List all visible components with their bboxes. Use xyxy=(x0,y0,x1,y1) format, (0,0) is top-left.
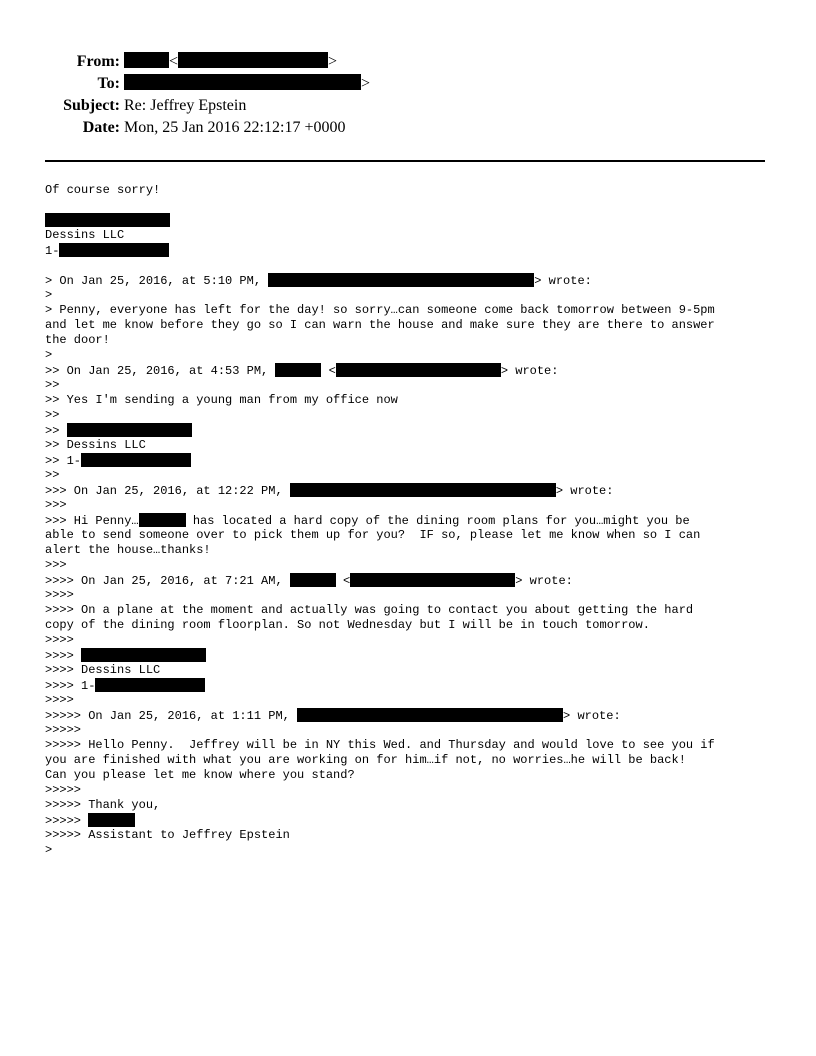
redaction-bar xyxy=(290,573,336,587)
subject-row xyxy=(0,95,816,117)
quote-line: >>>> xyxy=(45,693,74,707)
quote-header-tail: > wrote: xyxy=(563,709,621,723)
quote-line: >> Yes I'm sending a young man from my office now xyxy=(45,393,398,407)
redaction-bar xyxy=(81,648,206,662)
from-row xyxy=(0,51,816,73)
quote-line: >>>>> xyxy=(45,783,82,797)
redaction-bar xyxy=(81,453,191,467)
quote-line: you are finished with what you are working on for him…if not, no worries…he will be back! xyxy=(45,753,686,767)
quote-header-tail: > wrote: xyxy=(555,484,614,498)
quote-header-tail: > wrote: xyxy=(534,274,592,288)
quote-line: and let me know before they go so I can warn the house and make sure they are there to answer xyxy=(45,318,715,332)
quote-line: >>>> xyxy=(45,633,74,647)
quote-header-tail: > wrote: xyxy=(500,364,559,378)
body-line: Of course sorry! xyxy=(45,183,161,197)
quote-signature-name xyxy=(45,423,785,438)
phone-prefix: 1- xyxy=(45,244,60,258)
quote-header-text: >>>> On Jan 25, 2016, at 7:21 AM, xyxy=(45,574,290,588)
quote-line: >>>>> xyxy=(45,723,82,737)
quote-signature-name xyxy=(45,813,785,828)
quote-header-text: >>> On Jan 25, 2016, at 12:22 PM, xyxy=(45,484,290,498)
redaction-bar xyxy=(45,213,170,227)
redaction-bar xyxy=(67,423,192,437)
quote-prefix: >> xyxy=(45,424,67,438)
to-value xyxy=(124,73,370,95)
redaction-bar xyxy=(139,513,186,527)
quote-header-bracket: < xyxy=(321,364,336,378)
quote-header xyxy=(45,273,785,288)
email-header xyxy=(0,51,816,139)
quote-prefix: >>>>> xyxy=(45,814,89,828)
phone-prefix: >> 1- xyxy=(45,454,82,468)
from-label: From: xyxy=(76,53,120,70)
redaction-bar xyxy=(275,363,321,377)
quote-header xyxy=(45,483,785,498)
quote-header-text: >> On Jan 25, 2016, at 4:53 PM, xyxy=(45,364,276,378)
quote-line: >>>> Dessins LLC xyxy=(45,663,161,677)
from-bracket-close: > xyxy=(328,53,338,70)
quote-line: >>>>> Thank you, xyxy=(45,798,161,812)
quote-header xyxy=(45,708,785,723)
redaction-bar xyxy=(336,363,501,377)
header-divider xyxy=(45,160,765,162)
subject-value: Re: Jeffrey Epstein xyxy=(124,97,247,114)
signature-phone-line xyxy=(45,243,785,258)
quote-prefix: >>>> xyxy=(45,649,82,663)
quote-line: >>>> On a plane at the moment and actually was going to contact you about getting the hard xyxy=(45,603,694,617)
redaction-bar xyxy=(88,813,135,827)
quote-line: >>> xyxy=(45,498,67,512)
date-label: Date: xyxy=(82,119,120,136)
redaction-bar xyxy=(290,483,556,497)
to-label: To: xyxy=(97,75,120,92)
quote-header-text: > On Jan 25, 2016, at 5:10 PM, xyxy=(45,274,269,288)
quote-signature-name xyxy=(45,648,785,663)
quote-line: >> xyxy=(45,408,60,422)
from-bracket-open: < xyxy=(169,53,179,70)
email-body xyxy=(45,183,785,858)
quote-header-text: >>>>> On Jan 25, 2016, at 1:11 PM, xyxy=(45,709,298,723)
redaction-bar xyxy=(297,708,563,722)
phone-prefix: >>>> 1- xyxy=(45,679,96,693)
to-row xyxy=(0,73,816,95)
quote-signature-phone xyxy=(45,678,785,693)
redaction-bar xyxy=(178,52,328,68)
quote-header-bracket: < xyxy=(335,574,351,588)
signature-name-line xyxy=(45,213,785,228)
quote-header xyxy=(45,363,785,378)
from-value xyxy=(124,51,337,73)
redaction-bar xyxy=(124,74,361,90)
quote-text: has located a hard copy of the dining room plans for you…might you be xyxy=(185,514,690,528)
redaction-bar xyxy=(268,273,534,287)
quote-line: >> xyxy=(45,378,60,392)
quote-line: copy of the dining room floorplan. So not Wednesday but I will be in touch tomorrow. xyxy=(45,618,650,632)
signature-company: Dessins LLC xyxy=(45,228,125,242)
quote-line: > Penny, everyone has left for the day! so sorry…can someone come back tomorrow between 9-5pm xyxy=(45,303,715,317)
quote-line xyxy=(45,513,785,528)
subject-label: Subject: xyxy=(63,97,120,114)
quote-line: >>>>> Assistant to Jeffrey Epstein xyxy=(45,828,290,842)
redaction-bar xyxy=(124,52,169,68)
quote-line: >> xyxy=(45,468,60,482)
redaction-bar xyxy=(95,678,205,692)
quote-line: > xyxy=(45,348,53,362)
quote-line: alert the house…thanks! xyxy=(45,543,211,557)
quote-text: >>> Hi Penny… xyxy=(45,514,139,528)
redaction-bar xyxy=(59,243,169,257)
quote-signature-phone xyxy=(45,453,785,468)
quote-line: >> Dessins LLC xyxy=(45,438,146,452)
quote-header-tail: > wrote: xyxy=(515,574,573,588)
quote-line: >>> xyxy=(45,558,67,572)
quote-header xyxy=(45,573,785,588)
quote-line: able to send someone over to pick them up for you? IF so, please let me know when so I can xyxy=(45,528,701,542)
quote-line: > xyxy=(45,843,53,857)
quote-line: the door! xyxy=(45,333,110,347)
quote-line: > xyxy=(45,288,53,302)
quote-line: >>>> xyxy=(45,588,74,602)
date-row xyxy=(0,117,816,139)
redaction-bar xyxy=(350,573,515,587)
to-bracket-close: > xyxy=(361,75,371,92)
quote-line: Can you please let me know where you stand? xyxy=(45,768,355,782)
date-value: Mon, 25 Jan 2016 22:12:17 +0000 xyxy=(124,119,346,136)
quote-line: >>>>> Hello Penny. Jeffrey will be in NY this Wed. and Thursday and would love to see you if xyxy=(45,738,715,752)
